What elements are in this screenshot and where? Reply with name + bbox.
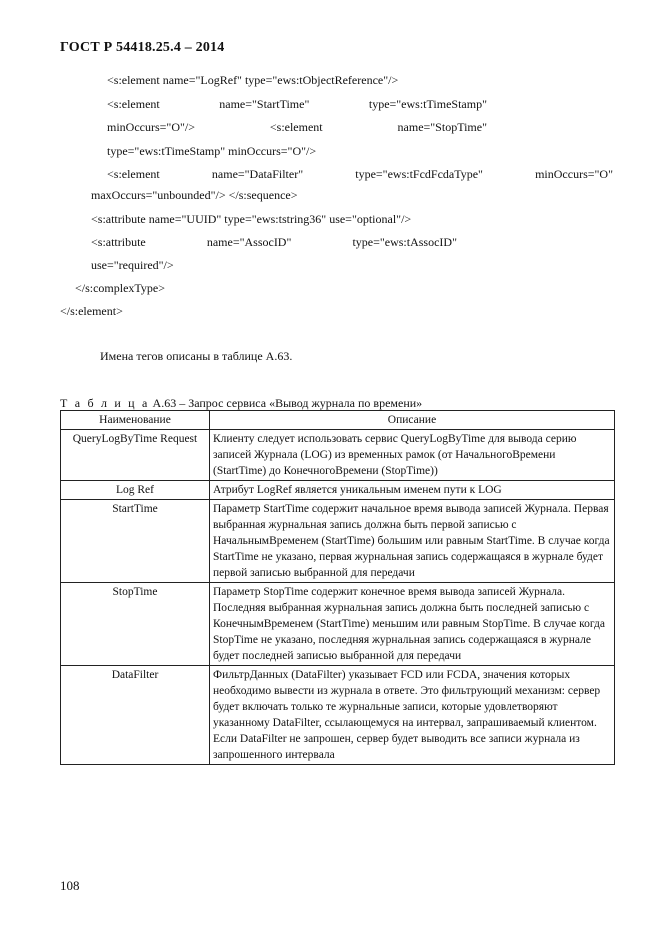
code-token: <s:element [107, 97, 160, 111]
code-token: <s:element [269, 120, 323, 134]
table-row [61, 500, 615, 583]
code-line-11: </s:element> [60, 304, 123, 318]
table-caption [60, 396, 422, 411]
param-name: StartTime [61, 500, 210, 583]
param-name: Log Ref [61, 481, 210, 500]
code-token: type="ews:tAssocID" [352, 235, 457, 249]
intro-paragraph: Имена тегов описаны в таблице А.63. [100, 349, 293, 363]
param-description: Параметр StopTime содержит конечное время вывода записей Журнала. Последняя выбранная журнальная запись должна быть последней записью с КонечнымВременем (StartTime) меньшим или равным StopTime. В случае когда StopTime не указано, последняя журнальная запись содержащаяся в журнале будет последней записью выбранной для передачи [210, 583, 615, 666]
table-caption-title: А.63 – Запрос сервиса «Вывод журнала по времени» [149, 396, 423, 410]
code-line-10: </s:complexType> [75, 281, 166, 295]
code-token: <s:element [107, 167, 160, 181]
table-header-row [61, 411, 615, 430]
code-token: name="StartTime" [219, 97, 310, 111]
code-line-9: use="required"/> [91, 258, 174, 272]
document-header: ГОСТ Р 54418.25.4 – 2014 [60, 40, 225, 55]
code-line-4: type="ews:tTimeStamp" minOccurs="O"/> [107, 144, 317, 158]
header-description: Описание [210, 411, 615, 430]
code-token: minOccurs="O" [535, 167, 613, 181]
page-number: 108 [60, 878, 80, 893]
header-name: Наименование [61, 411, 210, 430]
param-name: DataFilter [61, 666, 210, 765]
param-name: StopTime [61, 583, 210, 666]
code-line-2 [107, 97, 487, 112]
code-token: <s:attribute [91, 235, 146, 249]
param-description: Атрибут LogRef является уникальным именем пути к LOG [210, 481, 615, 500]
code-line-1: <s:element name="LogRef" type="ews:tObjectReference"/> [107, 73, 399, 87]
param-name: QueryLogByTime Request [61, 430, 210, 481]
param-description: ФильтрДанных (DataFilter) указывает FCD или FCDA, значения которых необходимо вывести из журнала в ответе. Это фильтрующий механизм: сервер будет включать только те журнальные записи, которые удовлетворяют указанному DataFilter, ссылающемуся на интервал, запрашиваемый клиентом. Если DataFilter не запрошен, сервер будет выводить все записи журнала из запрошенного интервала [210, 666, 615, 765]
table-row [61, 430, 615, 481]
code-token: name="AssocID" [206, 235, 292, 249]
table-row [61, 481, 615, 500]
request-table [60, 410, 615, 765]
code-line-7: <s:attribute name="UUID" type="ews:tstring36" use="optional"/> [91, 212, 412, 226]
code-line-8 [91, 235, 457, 250]
param-description: Клиенту следует использовать сервис QueryLogByTime для вывода серию записей Журнала (LOG) из временных рамок (от НачальногоВремени (StartTime) до КонечногоВремени (StopTime)) [210, 430, 615, 481]
code-token: type="ews:tTimeStamp" [368, 97, 487, 111]
code-token: minOccurs="O"/> [107, 120, 195, 134]
table-caption-prefix: Т а б л и ц а [60, 396, 150, 410]
code-token: name="StopTime" [397, 120, 487, 134]
code-token: name="DataFilter" [211, 167, 304, 181]
code-token: type="ews:tFcdFcdaType" [355, 167, 483, 181]
code-line-6: maxOccurs="unbounded"/> </s:sequence> [91, 188, 298, 202]
code-line-5 [107, 167, 613, 182]
table-row [61, 666, 615, 765]
param-description: Параметр StartTime содержит начальное время вывода записей Журнала. Первая выбранная журнальная запись должна быть первой записью с НачальнымВременем (StartTime) большим или равным StartTime. В случае когда StartTime не указано, первая журнальная запись содержащаяся в журнале будет первой записью выбранной для передачи [210, 500, 615, 583]
table-row [61, 583, 615, 666]
code-line-3 [107, 120, 487, 135]
